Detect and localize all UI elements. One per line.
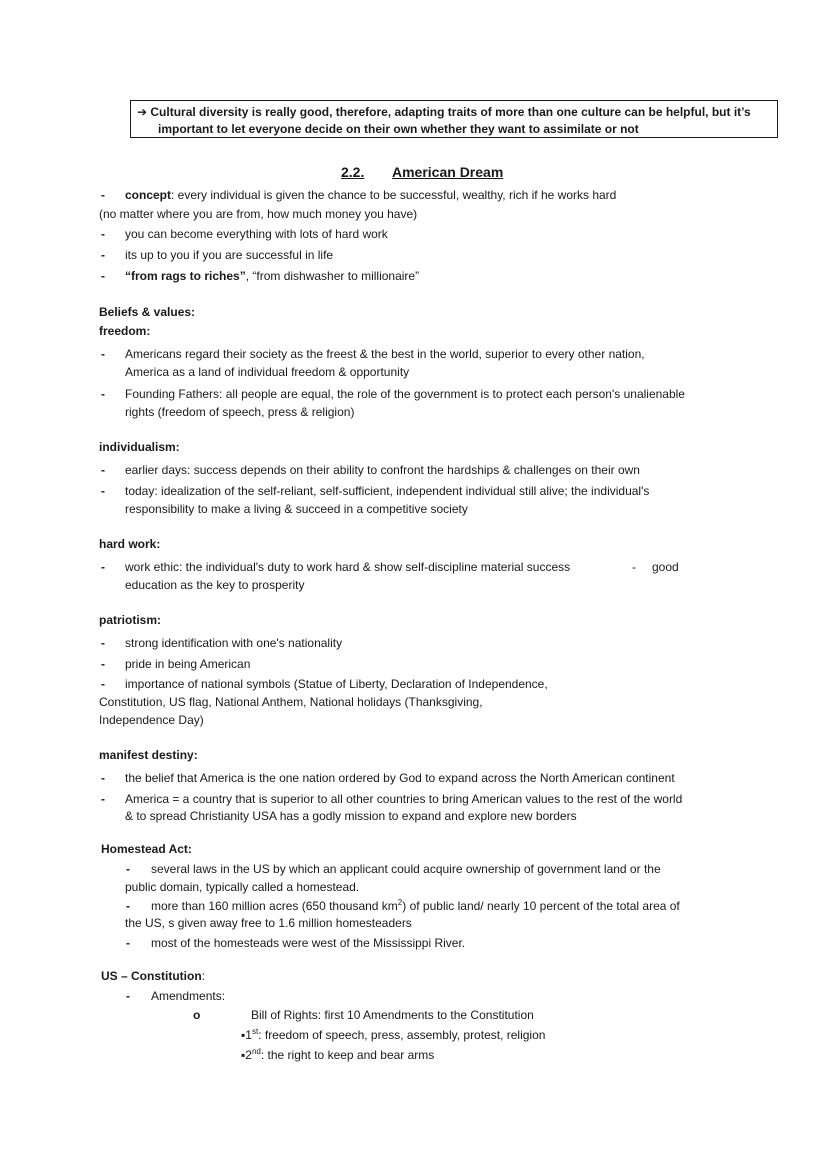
amendments-label: Amendments: bbox=[151, 989, 226, 1003]
individualism-bullet-2-line-1: today: idealization of the self-reliant, self-sufficient, independent individual still alive; the individual's bbox=[125, 484, 650, 498]
circle-bullet: o bbox=[193, 1008, 201, 1022]
manifest-bullet-2-line-2: & to spread Christianity USA has a godly mission to expand and explore new borders bbox=[125, 809, 577, 823]
freedom-bullet-1-line-2: America as a land of individual freedom & opportunity bbox=[125, 365, 410, 379]
dishwasher-text: , “from dishwasher to millionaire” bbox=[245, 269, 420, 283]
freedom-bullet-1-line-1: Americans regard their society as the freest & the best in the world, superior to every other nation, bbox=[125, 347, 645, 361]
bullet-dash: - bbox=[101, 248, 105, 262]
patriotism-title: patriotism: bbox=[99, 613, 162, 627]
constitution-title bbox=[101, 967, 205, 985]
dream-bullet-3: its up to you if you are successful in life bbox=[125, 248, 334, 262]
manifest-bullet-1: the belief that America is the one nation ordered by God to expand across the North American continent bbox=[125, 771, 675, 785]
second-amendment bbox=[241, 1046, 434, 1064]
bullet-dash: - bbox=[126, 862, 130, 876]
rags-to-riches: “from rags to riches” bbox=[125, 269, 246, 283]
public-land-text: ) of public land/ nearly 10 percent of the total area of bbox=[402, 899, 680, 913]
first-amendment bbox=[241, 1026, 545, 1044]
bullet-dash: - bbox=[101, 227, 105, 241]
bullet-dash: - bbox=[101, 269, 105, 283]
freedom-bullet-2-line-1: Founding Fathers: all people are equal, the role of the government is to protect each person's unalienable bbox=[125, 387, 685, 401]
bullet-dash: - bbox=[101, 677, 105, 691]
bullet-dash: - bbox=[101, 463, 105, 477]
first-amendment-text: : freedom of speech, press, assembly, protest, religion bbox=[258, 1028, 546, 1042]
hardwork-title: hard work: bbox=[99, 537, 161, 551]
first-sup: st bbox=[251, 1027, 259, 1036]
first-number: 1 bbox=[245, 1028, 252, 1042]
freedom-bullet-2-line-2: rights (freedom of speech, press & religion) bbox=[125, 405, 355, 419]
hardwork-bullet-1-line-1: work ethic: the individual's duty to work hard & show self-discipline material success bbox=[125, 560, 571, 574]
concept-line bbox=[125, 186, 616, 204]
bullet-dash: - bbox=[101, 771, 105, 785]
dream-bullet-4 bbox=[125, 267, 419, 285]
bullet-dash: - bbox=[101, 484, 105, 498]
concept-text: : every individual is given the chance to be successful, wealthy, rich if he works hard bbox=[171, 188, 617, 202]
second-number: 2 bbox=[245, 1048, 252, 1062]
conclusion-box bbox=[130, 100, 778, 138]
beliefs-title: Beliefs & values: bbox=[99, 305, 196, 319]
homestead-bullet-2-line-2: the US, s given away free to 1.6 million homesteaders bbox=[125, 916, 412, 930]
patriotism-bullet-2: pride in being American bbox=[125, 657, 251, 671]
bullet-dash: - bbox=[101, 657, 105, 671]
homestead-bullet-1-line-1: several laws in the US by which an applicant could acquire ownership of government land or the bbox=[151, 862, 661, 876]
patriotism-bullet-3-line-1: importance of national symbols (Statue of Liberty, Declaration of Independence, bbox=[125, 677, 548, 691]
patriotism-bullet-3-line-2: Constitution, US flag, National Anthem, National holidays (Thanksgiving, bbox=[99, 695, 483, 709]
bullet-dash: - bbox=[101, 792, 105, 806]
homestead-title: Homestead Act: bbox=[101, 842, 192, 856]
second-amendment-text: : the right to keep and bear arms bbox=[260, 1048, 435, 1062]
square-bullet: ▪ bbox=[241, 1028, 246, 1042]
freedom-title: freedom: bbox=[99, 324, 151, 338]
bullet-dash: - bbox=[101, 188, 105, 202]
second-sup: nd bbox=[251, 1047, 261, 1056]
manifest-bullet-2-line-1: America = a country that is superior to all other countries to bring American values to the rest of the world bbox=[125, 792, 683, 806]
concept-label: concept bbox=[125, 188, 172, 202]
constitution-title-text: US – Constitution bbox=[101, 969, 202, 983]
bullet-dash: - bbox=[126, 989, 130, 1003]
homestead-bullet-1-line-2: public domain, typically called a homestead. bbox=[125, 880, 360, 894]
individualism-title: individualism: bbox=[99, 440, 180, 454]
bullet-dash: - bbox=[126, 936, 130, 950]
bullet-dash: - bbox=[101, 636, 105, 650]
bill-of-rights: Bill of Rights: first 10 Amendments to the Constitution bbox=[251, 1008, 534, 1022]
patriotism-bullet-1: strong identification with one's nationality bbox=[125, 636, 343, 650]
conclusion-line-2: important to let everyone decide on their own whether they want to assimilate or not bbox=[158, 122, 639, 136]
bullet-dash: - bbox=[101, 347, 105, 361]
hardwork-inline-dash: - bbox=[632, 560, 636, 574]
hardwork-bullet-1-line-2: education as the key to prosperity bbox=[125, 578, 305, 592]
conclusion-line-1: ➔ Cultural diversity is really good, therefore, adapting traits of more than one culture can be helpful, but it’s bbox=[137, 105, 751, 119]
bullet-dash: - bbox=[101, 560, 105, 574]
manifest-title: manifest destiny: bbox=[99, 748, 198, 762]
bullet-dash: - bbox=[126, 899, 130, 913]
concept-continuation: (no matter where you are from, how much money you have) bbox=[99, 207, 418, 221]
section-title: American Dream bbox=[392, 164, 504, 180]
bullet-dash: - bbox=[101, 387, 105, 401]
patriotism-bullet-3-line-3: Independence Day) bbox=[99, 713, 204, 727]
square-bullet: ▪ bbox=[241, 1048, 246, 1062]
individualism-bullet-2-line-2: responsibility to make a living & succeed in a competitive society bbox=[125, 502, 468, 516]
dream-bullet-2: you can become everything with lots of hard work bbox=[125, 227, 388, 241]
constitution-colon: : bbox=[201, 969, 206, 983]
section-number: 2.2. bbox=[341, 164, 365, 180]
individualism-bullet-1: earlier days: success depends on their ability to confront the hardships & challenges on their own bbox=[125, 463, 640, 477]
hardwork-good: good bbox=[652, 560, 679, 574]
acres-text: more than 160 million acres (650 thousand km bbox=[151, 899, 398, 913]
homestead-bullet-2-line-1 bbox=[151, 897, 680, 915]
squared-sup: 2 bbox=[397, 898, 403, 907]
homestead-bullet-3: most of the homesteads were west of the Mississippi River. bbox=[151, 936, 466, 950]
